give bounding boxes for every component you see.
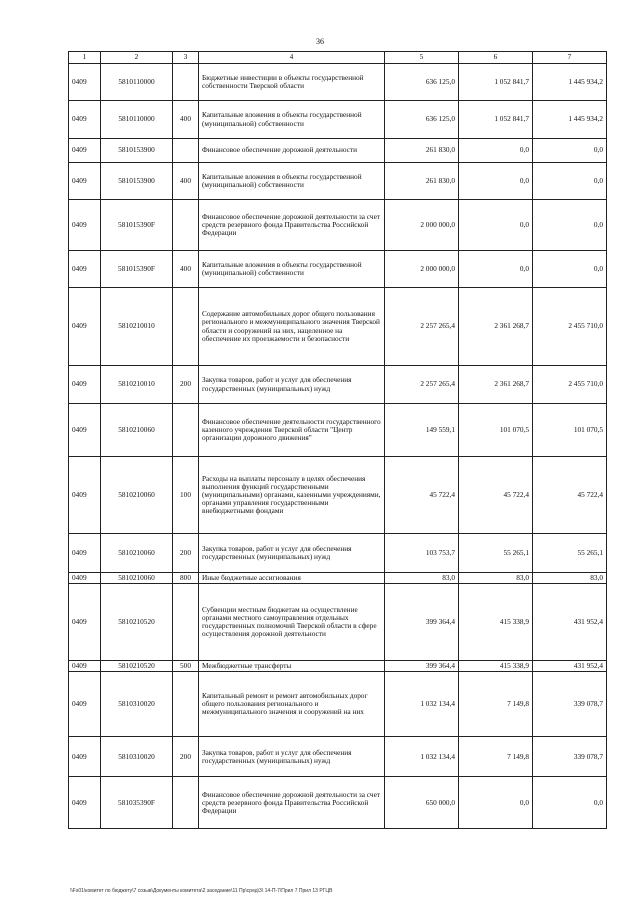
- table-row: [69, 64, 607, 101]
- item-description: Иные бюджетные ассигнования: [199, 573, 385, 584]
- header-cell: 7: [533, 52, 607, 64]
- amount-year-3: 101 070,5: [533, 404, 607, 457]
- amount-year-1: 261 830,0: [385, 163, 459, 200]
- amount-year-2: 0,0: [459, 200, 533, 251]
- amount-year-1: 2 257 265,4: [385, 288, 459, 366]
- header-cell: 1: [69, 52, 101, 64]
- target-article-code: 581015390F: [101, 200, 173, 251]
- amount-year-2: 55 265,1: [459, 534, 533, 573]
- amount-year-3: 55 265,1: [533, 534, 607, 573]
- amount-year-1: 83,0: [385, 573, 459, 584]
- amount-year-3: 431 952,4: [533, 661, 607, 672]
- amount-year-1: 2 257 265,4: [385, 366, 459, 404]
- item-description: Межбюджетные трансферты: [199, 661, 385, 672]
- target-article-code: 5810210520: [101, 584, 173, 661]
- amount-year-3: 339 078,7: [533, 672, 607, 737]
- expense-type-code: 200: [173, 534, 199, 573]
- file-path-footer: \\Fs01\комитет по бюджету\7 созыв\Документы комитета\2 заседание\11 Пр\сред\3\ 14-П-7\Прил 7 Прил 13 РГЦВ: [70, 888, 333, 894]
- table-row: [69, 251, 607, 288]
- section-code: 0409: [69, 404, 101, 457]
- table-row: [69, 139, 607, 163]
- table-row: [69, 584, 607, 661]
- amount-year-2: 1 052 841,7: [459, 101, 533, 139]
- amount-year-3: 339 078,7: [533, 737, 607, 777]
- amount-year-1: 2 000 000,0: [385, 251, 459, 288]
- amount-year-2: 0,0: [459, 139, 533, 163]
- budget-table: [68, 51, 607, 829]
- amount-year-1: 45 722,4: [385, 457, 459, 534]
- table-row: [69, 288, 607, 366]
- item-description: Финансовое обеспечение дорожной деятельности за счет средств резервного фонда Правительства Российской Федерации: [199, 200, 385, 251]
- table-row: [69, 661, 607, 672]
- section-code: 0409: [69, 573, 101, 584]
- header-cell: 2: [101, 52, 173, 64]
- expense-type-code: 200: [173, 737, 199, 777]
- item-description: Финансовое обеспечение дорожной деятельности за счет средств резервного фонда Правительства Российской Федерации: [199, 777, 385, 829]
- item-description: Капитальные вложения в объекты государственной (муниципальной) собственности: [199, 251, 385, 288]
- section-code: 0409: [69, 163, 101, 200]
- item-description: Субвенции местным бюджетам на осуществление органами местного самоуправления отдельных государственных полномочий Тверской области в сфере осуществления дорожной деятельности: [199, 584, 385, 661]
- expense-type-code: 800: [173, 573, 199, 584]
- section-code: 0409: [69, 457, 101, 534]
- target-article-code: 5810210010: [101, 288, 173, 366]
- expense-type-code: [173, 200, 199, 251]
- target-article-code: 581035390F: [101, 777, 173, 829]
- amount-year-2: 415 338,9: [459, 584, 533, 661]
- amount-year-2: 2 361 268,7: [459, 288, 533, 366]
- item-description: Закупка товаров, работ и услуг для обеспечения государственных (муниципальных) нужд: [199, 534, 385, 573]
- expense-type-code: 400: [173, 101, 199, 139]
- amount-year-3: 0,0: [533, 251, 607, 288]
- amount-year-3: 1 445 934,2: [533, 101, 607, 139]
- target-article-code: 5810310020: [101, 737, 173, 777]
- section-code: 0409: [69, 101, 101, 139]
- amount-year-3: 0,0: [533, 777, 607, 829]
- amount-year-1: 399 364,4: [385, 661, 459, 672]
- target-article-code: 5810210010: [101, 366, 173, 404]
- section-code: 0409: [69, 251, 101, 288]
- header-cell: 4: [199, 52, 385, 64]
- expense-type-code: [173, 777, 199, 829]
- section-code: 0409: [69, 777, 101, 829]
- expense-type-code: [173, 288, 199, 366]
- section-code: 0409: [69, 534, 101, 573]
- table-row: [69, 457, 607, 534]
- page-number: 36: [316, 37, 324, 46]
- section-code: 0409: [69, 366, 101, 404]
- table-row: [69, 777, 607, 829]
- target-article-code: 5810210520: [101, 661, 173, 672]
- item-description: Бюджетные инвестиции в объекты государственной собственности Тверской области: [199, 64, 385, 101]
- expense-type-code: [173, 584, 199, 661]
- section-code: 0409: [69, 64, 101, 101]
- item-description: Расходы на выплаты персоналу в целях обеспечения выполнения функций государственными (муниципальными) органами, казенными учреждениями, органами управления государственными внебюджетными фондами: [199, 457, 385, 534]
- item-description: Капитальный ремонт и ремонт автомобильных дорог общего пользования регионального и межмуниципального значения и сооружений на них: [199, 672, 385, 737]
- target-article-code: 5810210060: [101, 534, 173, 573]
- item-description: Закупка товаров, работ и услуг для обеспечения государственных (муниципальных) нужд: [199, 737, 385, 777]
- table-row: [69, 534, 607, 573]
- amount-year-1: 636 125,0: [385, 101, 459, 139]
- expense-type-code: 500: [173, 661, 199, 672]
- section-code: 0409: [69, 661, 101, 672]
- expense-type-code: 400: [173, 163, 199, 200]
- target-article-code: 5810110000: [101, 64, 173, 101]
- target-article-code: 5810110000: [101, 101, 173, 139]
- section-code: 0409: [69, 672, 101, 737]
- amount-year-3: 0,0: [533, 200, 607, 251]
- amount-year-1: 399 364,4: [385, 584, 459, 661]
- item-description: Капитальные вложения в объекты государственной (муниципальной) собственности: [199, 163, 385, 200]
- section-code: 0409: [69, 584, 101, 661]
- item-description: Финансовое обеспечение дорожной деятельности: [199, 139, 385, 163]
- item-description: Закупка товаров, работ и услуг для обеспечения государственных (муниципальных) нужд: [199, 366, 385, 404]
- target-article-code: 581015390F: [101, 251, 173, 288]
- header-row: [69, 52, 607, 64]
- expense-type-code: [173, 672, 199, 737]
- amount-year-3: 431 952,4: [533, 584, 607, 661]
- expense-type-code: 200: [173, 366, 199, 404]
- amount-year-2: 101 070,5: [459, 404, 533, 457]
- table-row: [69, 163, 607, 200]
- amount-year-1: 2 000 000,0: [385, 200, 459, 251]
- amount-year-2: 7 149,8: [459, 737, 533, 777]
- table-row: [69, 672, 607, 737]
- item-description: Содержание автомобильных дорог общего пользования регионального и межмуниципального значения Тверской области и сооружений на них, нацеленное на обеспечение их проезжаемости и безопасности: [199, 288, 385, 366]
- amount-year-1: 261 830,0: [385, 139, 459, 163]
- table-row: [69, 573, 607, 584]
- amount-year-1: 149 559,1: [385, 404, 459, 457]
- amount-year-2: 0,0: [459, 163, 533, 200]
- expense-type-code: [173, 64, 199, 101]
- amount-year-3: 45 722,4: [533, 457, 607, 534]
- amount-year-1: 636 125,0: [385, 64, 459, 101]
- amount-year-3: 2 455 710,0: [533, 288, 607, 366]
- table-row: [69, 200, 607, 251]
- amount-year-2: 0,0: [459, 777, 533, 829]
- header-cell: 5: [385, 52, 459, 64]
- section-code: 0409: [69, 200, 101, 251]
- table-row: [69, 737, 607, 777]
- section-code: 0409: [69, 737, 101, 777]
- amount-year-3: 2 455 710,0: [533, 366, 607, 404]
- amount-year-1: 1 032 134,4: [385, 672, 459, 737]
- header-cell: 3: [173, 52, 199, 64]
- table-row: [69, 366, 607, 404]
- header-cell: 6: [459, 52, 533, 64]
- target-article-code: 5810153900: [101, 163, 173, 200]
- item-description: Капитальные вложения в объекты государственной (муниципальной) собственности: [199, 101, 385, 139]
- amount-year-1: 650 000,0: [385, 777, 459, 829]
- amount-year-3: 1 445 934,2: [533, 64, 607, 101]
- section-code: 0409: [69, 288, 101, 366]
- amount-year-2: 415 338,9: [459, 661, 533, 672]
- amount-year-2: 83,0: [459, 573, 533, 584]
- table-row: [69, 404, 607, 457]
- target-article-code: 5810210060: [101, 457, 173, 534]
- amount-year-2: 2 361 268,7: [459, 366, 533, 404]
- amount-year-3: 83,0: [533, 573, 607, 584]
- amount-year-2: 45 722,4: [459, 457, 533, 534]
- amount-year-2: 1 052 841,7: [459, 64, 533, 101]
- expense-type-code: 100: [173, 457, 199, 534]
- amount-year-2: 7 149,8: [459, 672, 533, 737]
- amount-year-3: 0,0: [533, 139, 607, 163]
- expense-type-code: [173, 404, 199, 457]
- amount-year-3: 0,0: [533, 163, 607, 200]
- amount-year-2: 0,0: [459, 251, 533, 288]
- expense-type-code: [173, 139, 199, 163]
- amount-year-1: 1 032 134,4: [385, 737, 459, 777]
- target-article-code: 5810210060: [101, 404, 173, 457]
- target-article-code: 5810210060: [101, 573, 173, 584]
- item-description: Финансовое обеспечение деятельности государственного казенного учреждения Тверской области "Центр организации дорожного движения": [199, 404, 385, 457]
- section-code: 0409: [69, 139, 101, 163]
- amount-year-1: 103 753,7: [385, 534, 459, 573]
- expense-type-code: 400: [173, 251, 199, 288]
- target-article-code: 5810310020: [101, 672, 173, 737]
- table-row: [69, 101, 607, 139]
- target-article-code: 5810153900: [101, 139, 173, 163]
